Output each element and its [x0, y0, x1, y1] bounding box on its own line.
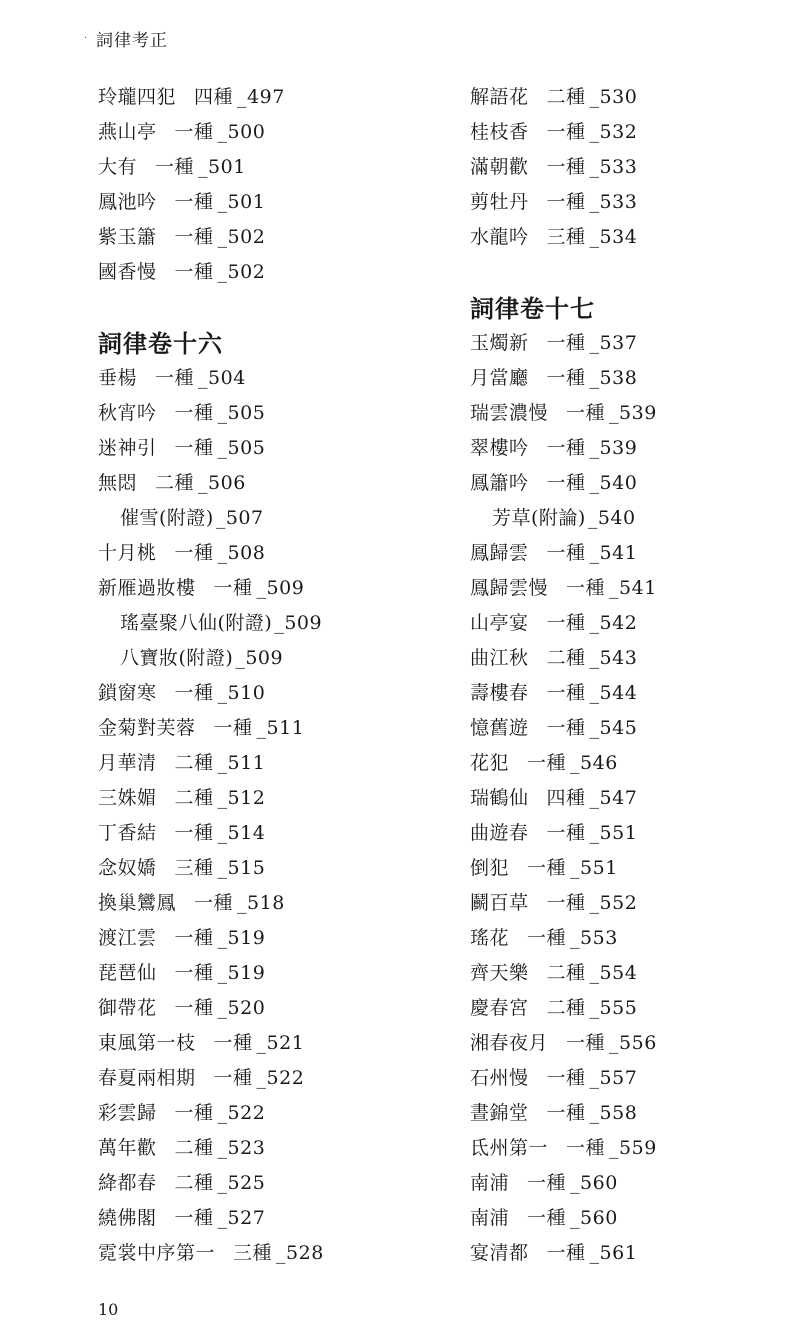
toc-entry: [470, 1201, 770, 1236]
entry-name: 南浦: [470, 1207, 510, 1229]
entry-count: 一種: [566, 577, 606, 599]
entry-count: 一種: [194, 892, 234, 914]
entry-name: 春夏兩相期: [98, 1067, 196, 1089]
entry-name: 催雪(附證): [120, 507, 214, 529]
entry-name: 憶舊遊: [470, 717, 529, 739]
entry-count: 一種: [174, 997, 214, 1019]
entry-name: 山亭宴: [470, 612, 529, 634]
entry-name: 燕山亭: [98, 121, 157, 143]
right-column: [470, 80, 770, 1271]
entry-name: 鳳簫吟: [470, 472, 529, 494]
toc-entry: [98, 1166, 448, 1201]
entry-name: 曲江秋: [470, 647, 529, 669]
entry-page: _538: [589, 367, 638, 389]
entry-name: 三姝媚: [98, 787, 157, 809]
entry-count: 一種: [174, 261, 214, 283]
entry-page: _551: [589, 822, 638, 844]
entry-name: 瑞鶴仙: [470, 787, 529, 809]
entry-count: 三種: [174, 857, 214, 879]
entry-page: _515: [217, 857, 266, 879]
entry-count: 二種: [174, 1172, 214, 1194]
toc-entry: [470, 150, 770, 185]
toc-entry: [98, 851, 448, 886]
toc-entry: [470, 396, 770, 431]
entry-count: 一種: [546, 1102, 586, 1124]
entry-page: _554: [589, 962, 638, 984]
entry-name: 晝錦堂: [470, 1102, 529, 1124]
entry-count: 一種: [174, 1207, 214, 1229]
entry-count: 一種: [174, 682, 214, 704]
entry-name: 鳳歸雲: [470, 542, 529, 564]
entry-count: 一種: [174, 962, 214, 984]
entry-count: 二種: [155, 472, 195, 494]
entry-count: 一種: [174, 191, 214, 213]
toc-entry: [98, 1236, 448, 1271]
entry-page: _539: [609, 402, 657, 424]
entry-page: _509: [256, 577, 305, 599]
entry-count: 二種: [546, 962, 586, 984]
entry-name: 曲遊春: [470, 822, 529, 844]
toc-entry: [470, 1236, 770, 1271]
entry-name: 滿朝歡: [470, 156, 529, 178]
toc-entry: [470, 220, 770, 255]
entry-page: _544: [589, 682, 638, 704]
entry-page: _511: [217, 752, 266, 774]
entry-page: _533: [589, 191, 638, 213]
entry-name: 秋宵吟: [98, 402, 157, 424]
entry-name: 新雁過妝樓: [98, 577, 196, 599]
running-head: [84, 26, 168, 51]
entry-count: 四種: [546, 787, 586, 809]
entry-name: 無悶: [98, 472, 138, 494]
entry-name: 瑤臺聚八仙(附證): [120, 612, 273, 634]
entry-count: 一種: [174, 822, 214, 844]
toc-entry: [470, 921, 770, 956]
entry-count: 三種: [546, 226, 586, 248]
entry-page: _525: [217, 1172, 266, 1194]
entry-name: 慶春宮: [470, 997, 529, 1019]
entry-count: 一種: [174, 542, 214, 564]
entry-count: 一種: [527, 857, 567, 879]
entry-count: 一種: [546, 822, 586, 844]
entry-count: 一種: [213, 717, 253, 739]
entry-name: 鳳池吟: [98, 191, 157, 213]
page-number: 10: [98, 1300, 119, 1319]
toc-entry: [470, 816, 770, 851]
entry-name: 霓裳中序第一: [98, 1242, 216, 1264]
entry-count: 一種: [546, 121, 586, 143]
entry-name: 月當廳: [470, 367, 529, 389]
toc-entry: [470, 361, 770, 396]
entry-page: _542: [589, 612, 638, 634]
toc-entry: [470, 431, 770, 466]
entry-count: 二種: [174, 1137, 214, 1159]
toc-entry: [98, 1201, 448, 1236]
entry-name: 繞佛閣: [98, 1207, 157, 1229]
toc-entry: [98, 396, 448, 431]
toc-entry: [470, 80, 770, 115]
entry-name: 十月桃: [98, 542, 157, 564]
toc-entry: [470, 886, 770, 921]
entry-page: _534: [589, 226, 638, 248]
entry-page: _502: [217, 226, 266, 248]
entry-name: 萬年歡: [98, 1137, 157, 1159]
entry-count: 一種: [174, 226, 214, 248]
toc-entry: [98, 361, 448, 396]
toc-entry: [98, 606, 448, 641]
entry-page: _540: [587, 507, 636, 529]
entry-count: 一種: [546, 472, 586, 494]
entry-count: 二種: [174, 752, 214, 774]
toc-entry: [470, 501, 770, 536]
entry-page: _539: [589, 437, 638, 459]
toc-entry: [98, 1026, 448, 1061]
entry-name: 渡江雲: [98, 927, 157, 949]
toc-entry: [98, 711, 448, 746]
toc-entry: [470, 185, 770, 220]
entry-page: _501: [198, 156, 246, 178]
toc-entry: [98, 676, 448, 711]
entry-count: 一種: [174, 1102, 214, 1124]
entry-count: 一種: [174, 402, 214, 424]
entry-page: _543: [589, 647, 638, 669]
entry-name: 齊天樂: [470, 962, 529, 984]
entry-page: _502: [217, 261, 266, 283]
toc-entry: [98, 115, 448, 150]
entry-page: _505: [217, 402, 266, 424]
toc-entry: [98, 220, 448, 255]
entry-count: 一種: [527, 1172, 567, 1194]
toc-entry: [98, 1061, 448, 1096]
entry-page: _523: [217, 1137, 266, 1159]
entry-page: _504: [198, 367, 246, 389]
entry-page: _518: [237, 892, 285, 914]
entry-count: 一種: [174, 927, 214, 949]
entry-page: _519: [217, 962, 266, 984]
entry-name: 鳳歸雲慢: [470, 577, 549, 599]
toc-entry: [98, 746, 448, 781]
toc-entry: [470, 1096, 770, 1131]
entry-count: 一種: [546, 156, 586, 178]
toc-entry: [470, 326, 770, 361]
entry-count: 二種: [546, 997, 586, 1019]
toc-entry: [470, 571, 770, 606]
entry-count: 一種: [155, 156, 195, 178]
entry-page: _541: [589, 542, 638, 564]
entry-count: 二種: [546, 647, 586, 669]
toc-entry: [470, 1026, 770, 1061]
entry-page: _505: [217, 437, 266, 459]
toc-entry: [470, 676, 770, 711]
entry-name: 紫玉簫: [98, 226, 157, 248]
entry-page: _561: [589, 1242, 638, 1264]
entry-count: 一種: [546, 367, 586, 389]
entry-name: 宴清都: [470, 1242, 529, 1264]
entry-count: 一種: [527, 1207, 567, 1229]
toc-entry: [98, 571, 448, 606]
entry-name: 月華清: [98, 752, 157, 774]
entry-name: 鬬百草: [470, 892, 529, 914]
entry-page: _508: [217, 542, 266, 564]
running-head-mark: .: [84, 30, 89, 41]
entry-count: 一種: [213, 1032, 253, 1054]
entry-name: 迷神引: [98, 437, 157, 459]
entry-page: _512: [217, 787, 266, 809]
entry-page: _533: [589, 156, 638, 178]
section-heading: 詞律卷十六: [98, 329, 223, 358]
section-heading: 詞律卷十七: [470, 294, 595, 323]
entry-name: 解語花: [470, 86, 529, 108]
entry-count: 一種: [546, 682, 586, 704]
entry-name: 倒犯: [470, 857, 510, 879]
toc-entry: [98, 991, 448, 1026]
entry-page: _521: [256, 1032, 305, 1054]
entry-name: 玉燭新: [470, 332, 529, 354]
entry-name: 丁香結: [98, 822, 157, 844]
entry-page: _530: [589, 86, 638, 108]
toc-entry: [470, 641, 770, 676]
toc-entry: [98, 886, 448, 921]
toc-entry: [98, 80, 448, 115]
left-column: [98, 80, 448, 1271]
entry-count: 二種: [174, 787, 214, 809]
entry-page: _500: [217, 121, 266, 143]
entry-page: _520: [217, 997, 266, 1019]
entry-page: _497: [237, 86, 285, 108]
entry-name: 東風第一枝: [98, 1032, 196, 1054]
entry-name: 金菊對芙蓉: [98, 717, 196, 739]
entry-name: 湘春夜月: [470, 1032, 549, 1054]
entry-name: 壽樓春: [470, 682, 529, 704]
toc-entry: [470, 711, 770, 746]
entry-name: 大有: [98, 156, 138, 178]
entry-name: 彩雲歸: [98, 1102, 157, 1124]
entry-count: 三種: [233, 1242, 273, 1264]
entry-name: 石州慢: [470, 1067, 529, 1089]
toc-entry: [98, 1096, 448, 1131]
toc-entry: [98, 431, 448, 466]
entry-count: 一種: [546, 332, 586, 354]
entry-name: 芳草(附論): [492, 507, 586, 529]
toc-entry: [470, 781, 770, 816]
entry-page: _532: [589, 121, 638, 143]
toc-entry: [98, 466, 448, 501]
entry-page: _509: [274, 612, 323, 634]
entry-count: 一種: [546, 717, 586, 739]
entry-count: 一種: [546, 542, 586, 564]
entry-count: 一種: [566, 402, 606, 424]
entry-name: 瑤花: [470, 927, 510, 949]
section-gap: [470, 255, 770, 285]
entry-page: _541: [609, 577, 657, 599]
entry-name: 琵琶仙: [98, 962, 157, 984]
entry-name: 瑞雲濃慢: [470, 402, 549, 424]
entry-page: _555: [589, 997, 638, 1019]
toc-entry: [98, 816, 448, 851]
entry-page: _519: [217, 927, 266, 949]
toc-entry: [98, 921, 448, 956]
entry-count: 一種: [566, 1032, 606, 1054]
entry-name: 垂楊: [98, 367, 138, 389]
entry-count: 一種: [527, 752, 567, 774]
entry-count: 一種: [155, 367, 195, 389]
entry-page: _556: [609, 1032, 657, 1054]
toc-entry: [470, 115, 770, 150]
entry-count: 一種: [546, 892, 586, 914]
entry-name: 鎖窗寒: [98, 682, 157, 704]
entry-name: 御帶花: [98, 997, 157, 1019]
toc-entry: [470, 956, 770, 991]
toc-entry: [98, 536, 448, 571]
entry-name: 換巢鸞鳳: [98, 892, 177, 914]
entry-page: _551: [570, 857, 618, 879]
entry-count: 二種: [546, 86, 586, 108]
entry-page: _510: [217, 682, 266, 704]
entry-name: 八寶妝(附證): [120, 647, 234, 669]
entry-page: _501: [217, 191, 266, 213]
entry-page: _522: [256, 1067, 305, 1089]
toc-entry: [470, 536, 770, 571]
toc-entry: [470, 1061, 770, 1096]
entry-name: 花犯: [470, 752, 510, 774]
toc-entry: [470, 606, 770, 641]
entry-page: _560: [570, 1207, 618, 1229]
entry-name: 國香慢: [98, 261, 157, 283]
entry-page: _528: [276, 1242, 324, 1264]
toc-entry: [98, 501, 448, 536]
entry-count: 四種: [194, 86, 234, 108]
toc-entry: [470, 1131, 770, 1166]
entry-count: 一種: [546, 612, 586, 634]
entry-name: 絳都春: [98, 1172, 157, 1194]
entry-count: 一種: [546, 1242, 586, 1264]
entry-name: 水龍吟: [470, 226, 529, 248]
entry-page: _514: [217, 822, 266, 844]
entry-page: _553: [570, 927, 618, 949]
entry-page: _545: [589, 717, 638, 739]
toc-entry: [470, 991, 770, 1026]
entry-page: _546: [570, 752, 618, 774]
running-head-text: 詞律考正: [96, 31, 168, 51]
entry-name: 玲瓏四犯: [98, 86, 177, 108]
entry-name: 南浦: [470, 1172, 510, 1194]
toc-entry: [470, 851, 770, 886]
entry-page: _527: [217, 1207, 266, 1229]
entry-page: _506: [198, 472, 246, 494]
entry-count: 一種: [527, 927, 567, 949]
toc-entry: [98, 185, 448, 220]
entry-page: _552: [589, 892, 638, 914]
entry-page: _507: [215, 507, 264, 529]
entry-name: 翠樓吟: [470, 437, 529, 459]
toc-entry: [98, 150, 448, 185]
entry-count: 一種: [213, 577, 253, 599]
entry-page: _537: [589, 332, 638, 354]
toc-entry: [470, 746, 770, 781]
toc-entry: [98, 1131, 448, 1166]
entry-page: _557: [589, 1067, 638, 1089]
toc-entry: [470, 1166, 770, 1201]
entry-page: _547: [589, 787, 638, 809]
entry-name: 念奴嬌: [98, 857, 157, 879]
toc-entry: [98, 641, 448, 676]
entry-page: _522: [217, 1102, 266, 1124]
entry-page: _509: [235, 647, 284, 669]
entry-page: _540: [589, 472, 638, 494]
entry-name: 氐州第一: [470, 1137, 549, 1159]
entry-count: 一種: [546, 191, 586, 213]
entry-count: 一種: [546, 437, 586, 459]
entry-page: _559: [609, 1137, 657, 1159]
entry-count: 一種: [546, 1067, 586, 1089]
entry-count: 一種: [566, 1137, 606, 1159]
toc-entry: [98, 781, 448, 816]
entry-count: 一種: [213, 1067, 253, 1089]
entry-count: 一種: [174, 437, 214, 459]
entry-page: _558: [589, 1102, 638, 1124]
toc-entry: [98, 956, 448, 991]
entry-count: 一種: [174, 121, 214, 143]
entry-name: 桂枝香: [470, 121, 529, 143]
entry-name: 剪牡丹: [470, 191, 529, 213]
entry-page: _511: [256, 717, 305, 739]
toc-entry: [470, 466, 770, 501]
toc-entry: [98, 255, 448, 290]
entry-page: _560: [570, 1172, 618, 1194]
section-gap: [98, 290, 448, 320]
